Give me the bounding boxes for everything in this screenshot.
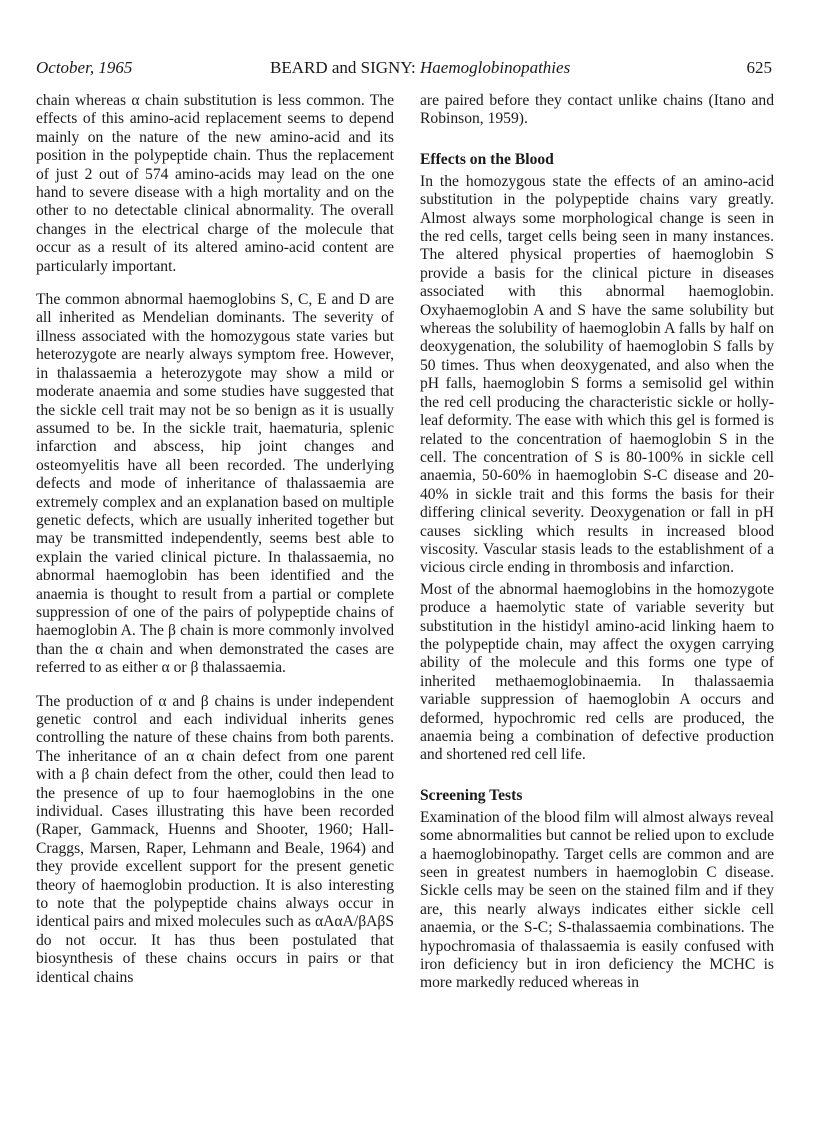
running-title bbox=[270, 56, 570, 80]
left-column bbox=[36, 92, 394, 987]
body-paragraph: chain whereas α chain substitution is less common. The effects of this amino-acid replacement seems to depend mainly on the nature of the new amino-acid and its position in the polypeptide chain. Thus the replacement of just 2 out of 574 amino-acids may lead on the one hand to severe disease with a high mortality and on the other to no detectable clinical abnormality. The overall changes in the electrical charge of the molecule that occur as a result of its altered amino-acid content are particularly important. bbox=[36, 92, 394, 275]
continuation-paragraph: are paired before they contact unlike chains (Itano and Robinson, 1959). bbox=[420, 92, 774, 128]
body-paragraph: Examination of the blood film will almost always reveal some abnormalities but cannot be relied upon to exclude a haemoglobinopathy. Target cells are common and are seen in greatest numbers in haemoglobin C disease. Sickle cells may be seen on the stained film and if they are, this nearly always indicates either sickle cell anaemia, or the S-C; S-thalassaemia combinations. The hypochromasia of thalassaemia is easily confused with iron deficiency but in iron deficiency the MCHC is more markedly reduced whereas in bbox=[420, 808, 774, 992]
author-names: BEARD and SIGNY: bbox=[270, 58, 416, 77]
body-paragraph: In the homozygous state the effects of an amino-acid substitution in the polypeptide chains vary greatly. Almost always some morphological change is seen in the red cells, target cells being seen in many instances. The altered physical properties of haemoglobin S provide a basis for the clinical picture in diseases associated with this abnormal haemoglobin. Oxyhaemoglobin A and S have the same solubility but whereas the solubility of haemoglobin A falls by half on deoxygenation, the solubility of haemoglobin S falls by 50 times. Thus when deoxygenated, and also when the pH falls, haemoglobin S forms a semisolid gel within the red cell producing the characteristic sickle or holly-leaf deformity. The ease with which this gel is formed is related to the concentration of haemoglobin S in the cell. The concentration of S is 80-100% in sickle cell anaemia, 50-60% in haemoglobin S-C disease and 20-40% in sickle trait and this forms the basis for their differing clinical severity. Deoxygenation or fall in pH causes sickling which results in increased blood viscosity. Vascular stasis leads to the establishment of a vicious circle ending in thrombosis and infarction. bbox=[420, 172, 774, 577]
page-number: 625 bbox=[746, 58, 772, 77]
article-topic: Haemoglobinopathies bbox=[420, 58, 571, 77]
right-column bbox=[420, 92, 774, 993]
body-paragraph: The common abnormal haemoglobins S, C, E and D are all inherited as Mendelian dominants. The severity of illness associated with the homozygous state varies but heterozygote are nearly always symptom free. However, in thalassaemia a heterozygote may show a mild or moderate anaemia and some studies have suggested that the sickle cell trait may not be so benign as it is usually assumed to be. In the sickle trait, haematuria, splenic infarction and abscess, hip joint changes and osteomyelitis have all been recorded. The underlying defects and mode of inheritance of thalassaemia are extremely complex and an explanation based on multiple genetic defects, which are usually inherited together but may be transmitted independently, seems best able to explain the varied clinical picture. In thalassaemia, no abnormal haemoglobin has been identified and the anaemia is thought to result from a partial or complete suppression of one of the pairs of polypeptide chains of haemoglobin A. The β chain is more commonly involved than the α chain and when demonstrated the cases are referred to as either α or β thalassaemia. bbox=[36, 291, 394, 677]
section-heading-screening: Screening Tests bbox=[420, 786, 523, 804]
body-paragraph: Most of the abnormal haemoglobins in the homozygote produce a haemolytic state of variable severity but substitution in the histidyl amino-acid linking haem to the polypeptide chain, may affect the oxygen carrying ability of the molecule and this forms one type of inherited methaemoglobinaemia. In thalassaemia variable suppression of haemoglobin A occurs and deformed, hypochromic red cells are produced, the anaemia being a combination of defective production and shortened red cell life. bbox=[420, 580, 774, 764]
section-heading-effects: Effects on the Blood bbox=[420, 150, 554, 168]
running-header bbox=[36, 56, 772, 80]
body-paragraph: The production of α and β chains is under independent genetic control and each individual inherits genes controlling the nature of these chains from both parents. The inheritance of an α chain defect from one parent with a β chain defect from the other, could then lead to the presence of up to four haemoglobins in the one individual. Cases illustrating this have been recorded (Raper, Gammack, Huenns and Shooter, 1960; Hall-Craggs, Marsen, Raper, Lehmann and Beale, 1964) and they provide excellent support for the present genetic theory of haemoglobin production. It is also interesting to note that the polypeptide chains always occur in identical pairs and mixed molecules such as αAαA/βAβS do not occur. It has thus been postulated that biosynthesis of these chains occurs in pairs or that identical chains bbox=[36, 692, 394, 986]
issue-date: October, 1965 bbox=[36, 58, 133, 77]
